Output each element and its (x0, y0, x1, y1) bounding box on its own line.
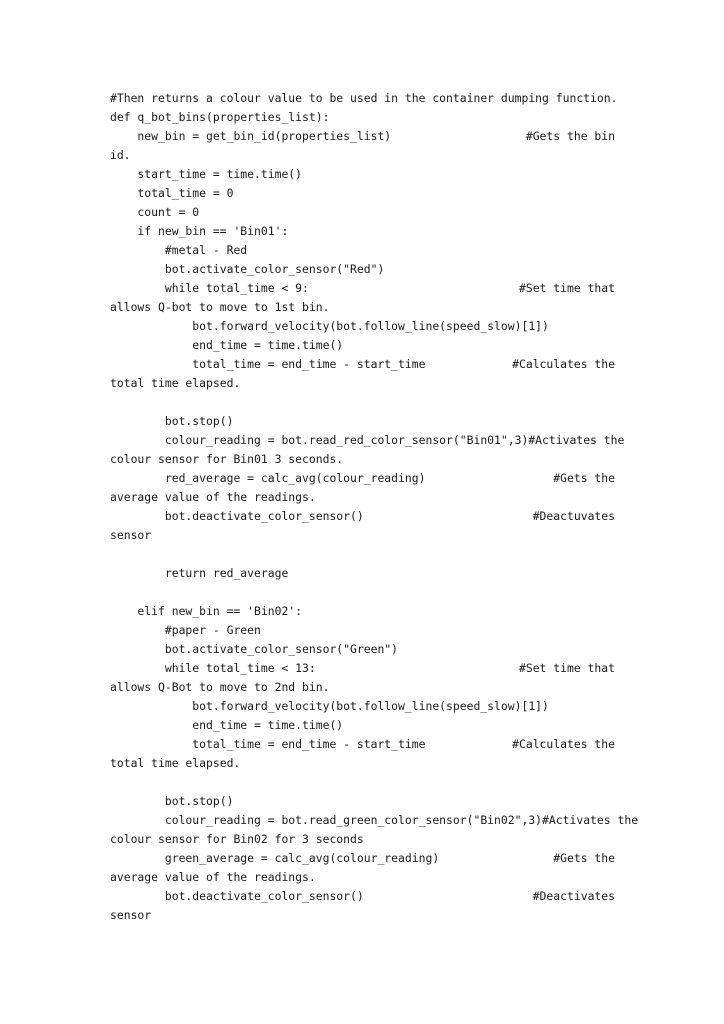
code-text: count = 0 (110, 205, 200, 219)
code-text: colour_reading = bot.read_red_color_sensor("Bin01",3) (110, 433, 529, 447)
code-text: while total_time < 13: (110, 661, 316, 675)
code-comment: #Gets the (553, 471, 615, 485)
code-line (110, 697, 615, 716)
code-line (110, 659, 615, 678)
code-line (110, 545, 615, 564)
code-text: green_average = calc_avg(colour_reading) (110, 851, 440, 865)
code-text: id. (110, 148, 131, 162)
code-line (110, 773, 615, 792)
code-line (110, 602, 615, 621)
code-line (110, 640, 615, 659)
code-line (110, 146, 615, 165)
code-comment: #Gets the (553, 851, 615, 865)
code-line (110, 89, 618, 108)
code-line (110, 811, 639, 830)
code-text: new_bin = get_bin_id(properties_list) (110, 129, 392, 143)
code-line (110, 355, 615, 374)
code-line (110, 526, 615, 545)
code-text: bot.stop() (110, 794, 234, 808)
code-text: bot.deactivate_color_sensor() (110, 889, 364, 903)
code-line (110, 431, 625, 450)
code-text: #paper - Green (110, 623, 261, 637)
code-line (110, 203, 615, 222)
code-text: sensor (110, 908, 152, 922)
code-line (110, 678, 615, 697)
code-comment: #Activates the (528, 433, 625, 447)
code-text: sensor (110, 528, 152, 542)
code-comment: #Calculates the (512, 357, 615, 371)
code-text: return red_average (110, 566, 289, 580)
code-text: total time elapsed. (110, 376, 241, 390)
code-line (110, 735, 615, 754)
code-text: elif new_bin == 'Bin02': (110, 604, 303, 618)
code-line (110, 621, 615, 640)
code-text: total_time = 0 (110, 186, 234, 200)
code-line (110, 298, 615, 317)
code-line (110, 754, 615, 773)
code-line (110, 583, 615, 602)
code-line (110, 336, 615, 355)
code-line (110, 279, 615, 298)
code-line (110, 469, 615, 488)
code-line (110, 412, 615, 431)
code-line (110, 716, 615, 735)
code-line (110, 868, 615, 887)
code-text: bot.forward_velocity(bot.follow_line(speed_slow)[1]) (110, 319, 549, 333)
code-text: end_time = time.time() (110, 718, 344, 732)
code-text: def q_bot_bins(properties_list): (110, 110, 330, 124)
code-line (110, 241, 615, 260)
code-text: total time elapsed. (110, 756, 241, 770)
code-line (110, 792, 615, 811)
code-comment: #Deactivates (532, 889, 615, 903)
code-comment: #Set time that (518, 661, 615, 675)
code-text: end_time = time.time() (110, 338, 344, 352)
code-line (110, 887, 615, 906)
code-text: colour sensor for Bin02 for 3 seconds (110, 832, 364, 846)
code-text: while total_time < 9: (110, 281, 309, 295)
code-text: start_time = time.time() (110, 167, 303, 181)
code-text: average value of the readings. (110, 870, 316, 884)
code-line (110, 165, 615, 184)
code-comment: #Calculates the (512, 737, 615, 751)
code-line (110, 317, 615, 336)
code-text: bot.activate_color_sensor("Green") (110, 642, 399, 656)
code-text: bot.activate_color_sensor("Red") (110, 262, 385, 276)
code-text: colour_reading = bot.read_green_color_sensor("Bin02",3) (110, 813, 543, 827)
code-text: bot.stop() (110, 414, 234, 428)
code-text: bot.deactivate_color_sensor() (110, 509, 364, 523)
code-text: colour sensor for Bin01 3 seconds. (110, 452, 344, 466)
code-text: allows Q-Bot to move to 2nd bin. (110, 680, 330, 694)
code-line (110, 108, 615, 127)
code-line (110, 127, 615, 146)
code-line (110, 507, 615, 526)
code-line (110, 906, 615, 925)
code-text: #Then returns a colour value to be used in the container dumping function. (110, 91, 618, 105)
code-text: average value of the readings. (110, 490, 316, 504)
code-text: allows Q-bot to move to 1st bin. (110, 300, 330, 314)
code-text: #metal - Red (110, 243, 248, 257)
code-text: if new_bin == 'Bin01': (110, 224, 289, 238)
code-text: total_time = end_time - start_time (110, 737, 426, 751)
code-line (110, 374, 615, 393)
code-line (110, 830, 615, 849)
code-text: total_time = end_time - start_time (110, 357, 426, 371)
code-comment: #Set time that (518, 281, 615, 295)
code-text: red_average = calc_avg(colour_reading) (110, 471, 426, 485)
code-line (110, 488, 615, 507)
code-line (110, 393, 615, 412)
code-line (110, 849, 615, 868)
code-line (110, 260, 615, 279)
code-line (110, 222, 615, 241)
code-comment: #Gets the bin (525, 129, 615, 143)
code-line (110, 184, 615, 203)
code-comment: #Deactuvates (532, 509, 615, 523)
code-line (110, 450, 615, 469)
code-line (110, 564, 615, 583)
code-comment: #Activates the (542, 813, 639, 827)
code-text: bot.forward_velocity(bot.follow_line(speed_slow)[1]) (110, 699, 549, 713)
